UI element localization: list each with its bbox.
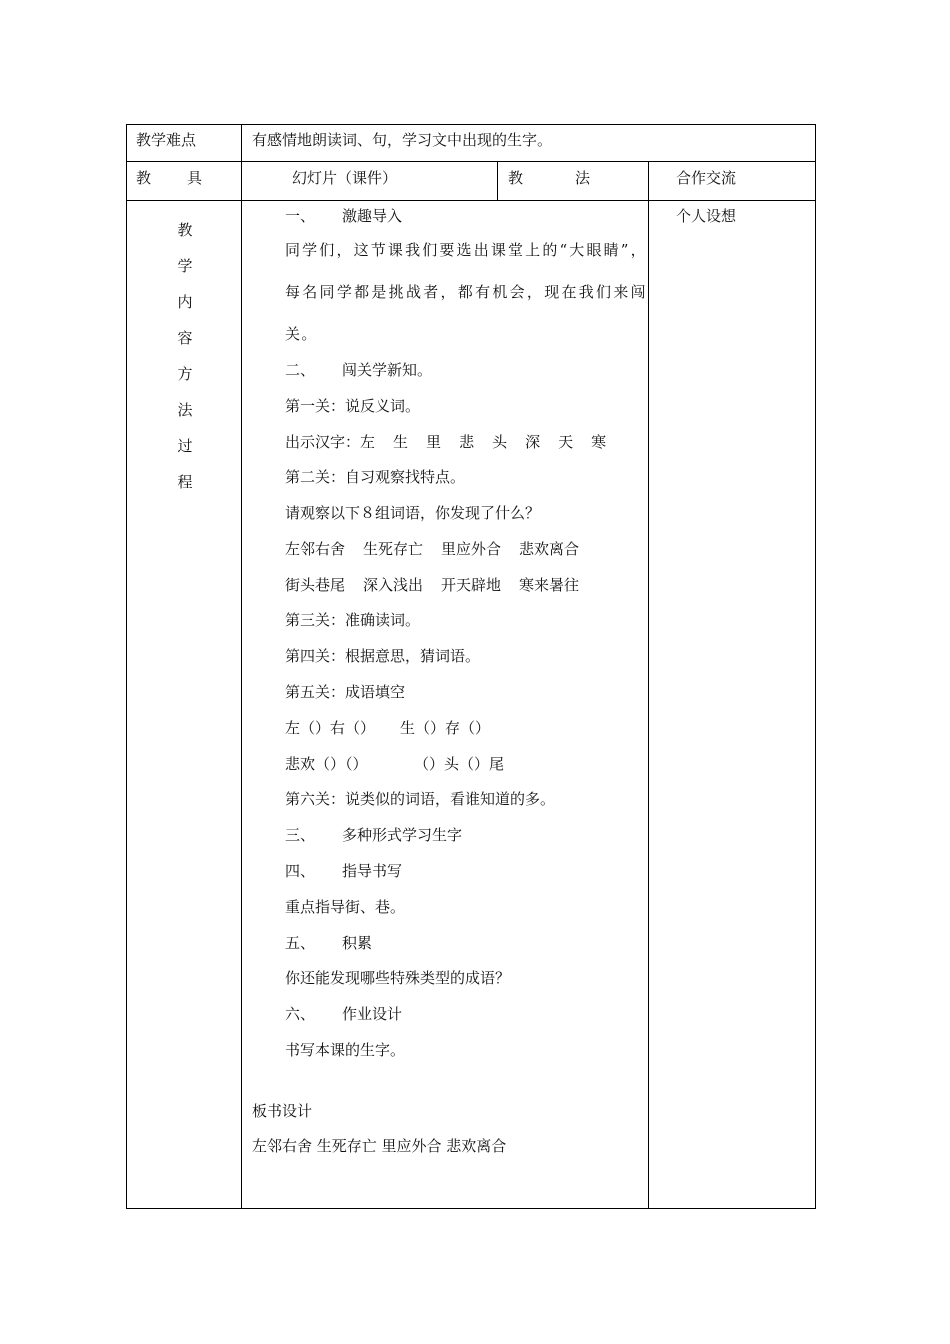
column-divider-tool [497, 161, 498, 201]
chars-line [285, 432, 624, 452]
char-item: 左 [360, 433, 376, 451]
idiom-item: 悲欢离合 [519, 540, 580, 558]
vertical-char: 方 [177, 365, 193, 383]
section3-number: 三、 [285, 826, 316, 844]
level3-line: 第三关：准确读词。 [285, 611, 421, 629]
vertical-char: 容 [177, 329, 193, 347]
idiom-item: 开天辟地 [441, 576, 502, 594]
fill-item: 左（）右（） [285, 719, 376, 737]
fill-item: 生（）存（） [400, 719, 491, 737]
row2-method-value: 合作交流 [676, 169, 737, 187]
fill-item: 悲欢（）（） [285, 755, 368, 773]
idiom-item: 左邻右舍 [285, 540, 346, 558]
writing-focus-line: 重点指导街、巷。 [285, 898, 406, 916]
chars-prefix: 出示汉字： [285, 433, 361, 451]
row2-method-a: 教 [508, 169, 524, 187]
section3-title: 多种形式学习生字 [342, 826, 463, 844]
intro-paragraph: 同学们，这节课我们要选出课堂上的“大眼睛”，每名同学都是挑战者，都有机会，现在我们来闯关。 [285, 241, 647, 343]
char-item: 寒 [591, 433, 607, 451]
row2-method-b: 法 [575, 169, 591, 187]
column-divider-label [241, 124, 242, 1209]
char-item: 头 [492, 433, 508, 451]
vertical-char: 教 [177, 221, 193, 239]
homework-line: 书写本课的生字。 [285, 1041, 406, 1059]
side-note: 个人设想 [676, 207, 737, 225]
observe-line: 请观察以下８组词语，你发现了什么？ [285, 504, 541, 522]
section2-number: 二、 [285, 361, 316, 379]
idioms-row-2 [285, 575, 597, 595]
board-design-content: 左邻右舍 生死存亡 里应外合 悲欢离合 [252, 1137, 507, 1155]
row2-label-a: 教 [136, 169, 152, 187]
section4-number: 四、 [285, 862, 316, 880]
row1-label: 教学难点 [136, 131, 197, 149]
vertical-char: 法 [177, 401, 193, 419]
vertical-char: 内 [177, 293, 193, 311]
char-item: 里 [426, 433, 442, 451]
char-item: 生 [393, 433, 409, 451]
column-divider-notes [648, 161, 649, 1209]
vertical-char: 过 [177, 437, 193, 455]
level1-line: 第一关：说反义词。 [285, 397, 421, 415]
board-design-title: 板书设计 [252, 1102, 313, 1120]
section5-number: 五、 [285, 934, 316, 952]
row-divider-2 [126, 200, 816, 201]
vertical-char: 学 [177, 257, 193, 275]
section2-title: 闯关学新知。 [342, 361, 433, 379]
section5-title: 积累 [342, 934, 373, 952]
section1-title: 激趣导入 [342, 207, 403, 225]
level6-line: 第六关：说类似的词语，看谁知道的多。 [285, 790, 556, 808]
level5-line: 第五关：成语填空 [285, 683, 406, 701]
row2-label-b: 具 [187, 169, 203, 187]
vertical-char: 程 [177, 473, 193, 491]
fill-item: （）头（）尾 [414, 755, 505, 773]
row-divider-1 [126, 161, 816, 162]
process-vertical-label [176, 220, 194, 508]
section6-title: 作业设计 [342, 1005, 403, 1023]
section4-title: 指导书写 [342, 862, 403, 880]
idiom-item: 深入浅出 [363, 576, 424, 594]
idioms-row-1 [285, 539, 597, 559]
char-item: 悲 [459, 433, 475, 451]
idiom-item: 生死存亡 [363, 540, 424, 558]
accumulate-question: 你还能发现哪些特殊类型的成语？ [285, 969, 511, 987]
row2-tool: 幻灯片（课件） [292, 169, 398, 187]
level2-line: 第二关：自习观察找特点。 [285, 468, 466, 486]
section1-number: 一、 [285, 207, 316, 225]
row1-content: 有感情地朗读词、句，学习文中出现的生字。 [252, 131, 553, 149]
char-item: 深 [525, 433, 541, 451]
idiom-item: 寒来暑往 [519, 576, 580, 594]
idiom-item: 街头巷尾 [285, 576, 346, 594]
idiom-item: 里应外合 [441, 540, 502, 558]
section6-number: 六、 [285, 1005, 316, 1023]
char-item: 天 [558, 433, 574, 451]
level4-line: 第四关：根据意思，猜词语。 [285, 647, 481, 665]
